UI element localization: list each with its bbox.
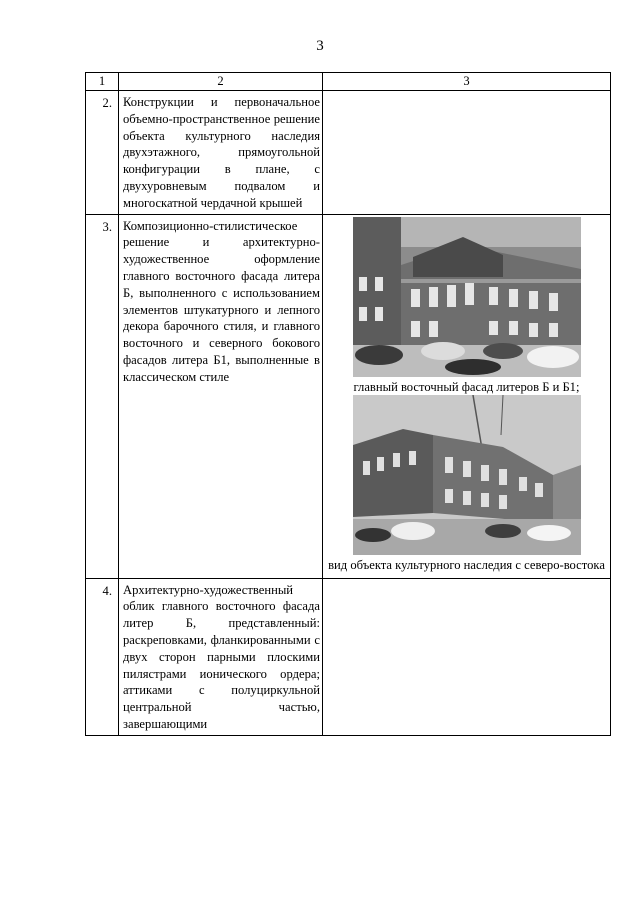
- row-description: Конструкции и первоначальное объемно-пространственное решение объекта культурного наследия двухэтажного, прямоугольной конфигурации в плане, с двухуровневым подвалом и многоскатной чердачной крышей: [119, 91, 323, 215]
- photo-caption: главный восточный фасад литеров Б и Б1;: [353, 379, 580, 394]
- row-number: 3.: [86, 214, 119, 578]
- heritage-table: [85, 72, 611, 736]
- page-number: 3: [316, 38, 324, 54]
- row-illustration-cell: [323, 578, 611, 735]
- northeast-view-photo: [353, 395, 581, 555]
- row-illustration-cell: [323, 214, 611, 578]
- row-description: Композиционно-стилистическое решение и архитектурно-художественное оформление главного восточного фасада литера Б, выполненного с использованием элементов штукатурного и лепного декора барочного стиля, и главного восточного и северного бокового фасадов литера Б1, выполненные в классическом стиле: [119, 214, 323, 578]
- header-cell-3: 3: [323, 73, 611, 91]
- header-cell-2: 2: [119, 73, 323, 91]
- row-illustration-cell: [323, 91, 611, 215]
- table-header-row: [86, 73, 611, 91]
- row-description: Архитектурно-художественный облик главного восточного фасада литер Б, представленный: раскреповками, фланкированными с двух сторон парными плоскими пилястрами ионического ордера; аттиками с полуциркульной центральной частью, завершающими: [119, 578, 323, 735]
- header-cell-1: 1: [86, 73, 119, 91]
- row-number: 2.: [86, 91, 119, 215]
- east-facade-photo: [353, 217, 581, 377]
- table-row-2: [86, 91, 611, 215]
- row-number: 4.: [86, 578, 119, 735]
- table-row-4: [86, 578, 611, 735]
- table-row-3: [86, 214, 611, 578]
- photo-caption: вид объекта культурного наследия с северо-востока: [328, 558, 605, 573]
